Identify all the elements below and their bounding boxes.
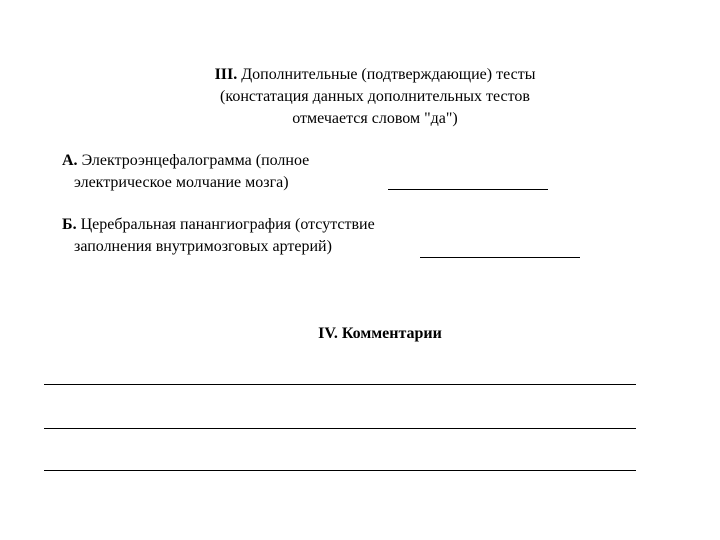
test-item-eeg-text-1: Электроэнцефалограмма (полное (81, 152, 310, 169)
section-3-heading (150, 64, 600, 130)
test-item-eeg (62, 150, 309, 194)
test-item-angiography-text-2: заполнения внутримозговых артерий) (74, 238, 332, 255)
section-4-heading (280, 323, 480, 345)
test-item-angiography-text-1: Церебральная панангиография (отсутствие (80, 216, 375, 233)
test-item-angiography-line-1 (62, 214, 375, 236)
section-3-title-line-2: (констатация данных дополнительных тестов (220, 88, 530, 105)
test-item-angiography-letter: Б. (62, 216, 77, 233)
test-item-eeg-text-2: электрическое молчание мозга) (74, 174, 289, 191)
section-3-title-line-3: отмечается словом "да") (292, 110, 458, 127)
test-item-angiography (62, 214, 375, 258)
section-3-numeral: III. (214, 66, 238, 83)
section-4-numeral: IV. (318, 325, 338, 342)
section-3-heading-line-1 (150, 64, 600, 86)
comment-line[interactable] (44, 384, 636, 385)
answer-blank-angiography[interactable] (420, 257, 580, 258)
test-item-eeg-line-1 (62, 150, 309, 172)
comment-line[interactable] (44, 428, 636, 429)
comment-line[interactable] (44, 470, 636, 471)
section-4-title: Комментарии (341, 325, 442, 342)
test-item-eeg-letter: А. (62, 152, 78, 169)
answer-blank-eeg[interactable] (388, 189, 548, 190)
section-3-title-line-1: Дополнительные (подтверждающие) тесты (241, 66, 536, 83)
